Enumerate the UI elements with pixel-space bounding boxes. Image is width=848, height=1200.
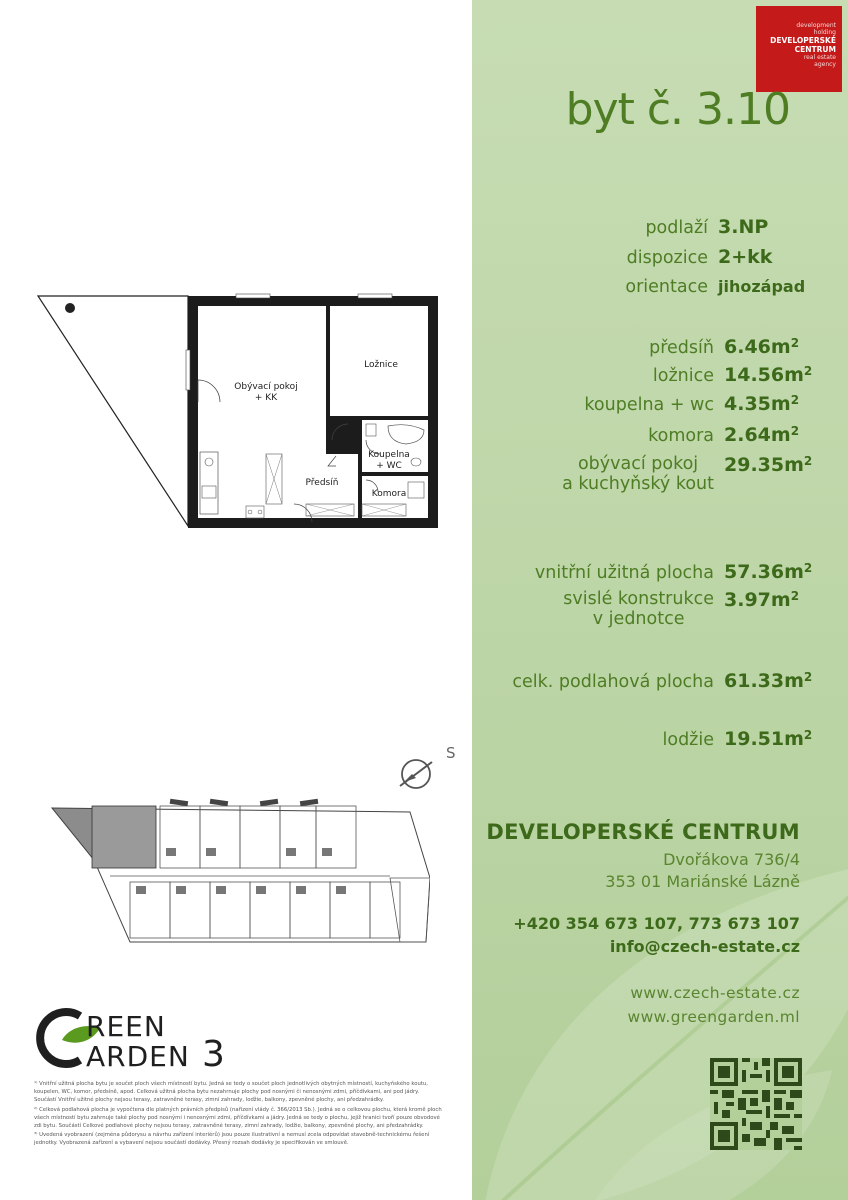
logo-tagline: holding xyxy=(813,29,836,36)
room-label: obývací pokoj a kuchyňský kout xyxy=(562,454,714,494)
footnote: ³⁾ Uvedená vyobrazení (zejména půdorysu a návrhu zařízení interiérů) jsou pouze ilustrativní a nemusí zcela odpovídat stavebně-technickému řešení jednotky. Vyobrazená zařízení a vybavení nejsou součástí dodávky. Přesný rozsah dodávky je specifikován ve smlouvě. xyxy=(34,1132,430,1147)
area-row xyxy=(480,670,813,692)
info-value: 3.NP xyxy=(718,216,769,238)
room-row xyxy=(480,336,800,358)
room-area: $4.35m^2$ xyxy=(724,393,800,415)
footnote: ²⁾ Celková podlahová plocha je vypočtena dle platných právních předpisů (nařízení vlády č. 366/2013 Sb.). Jedná se o celkovou plochu, která kromě ploch všech místností bytu zahrnuje také plochy pod nosnými i nenosnými zdmi, příčdívkami a jádry. Jedná se tedy o plochu, jejíž hranici tvoří pouze obvodové zdi bytu. Součástí Celkové podlahové plochy nejsou terasy, zatravněné terasy, zimní zahrady, lodžie, balkony, zpevněné plochy, ani předzahrádky. xyxy=(34,1106,442,1130)
area-row xyxy=(480,589,800,629)
footnotes xyxy=(34,1080,442,1149)
info-value: jihozápad xyxy=(718,277,806,296)
room-row xyxy=(480,424,800,446)
web-link[interactable]: www.czech-estate.cz xyxy=(630,984,800,1002)
room-area: $29.35m^2$ xyxy=(724,454,813,476)
developer-name: DEVELOPERSKÉ CENTRUM xyxy=(486,820,800,844)
info-row xyxy=(480,216,800,238)
area-row xyxy=(480,728,813,750)
room-label-hall: Předsíň xyxy=(305,478,339,488)
area-label: lodžie xyxy=(662,730,714,750)
developer-city: 353 01 Mariánské Lázně xyxy=(605,872,800,891)
room-label: koupelna + wc xyxy=(584,395,714,415)
apartment-title: byt č. 3.10 xyxy=(565,84,790,135)
room-area: $6.46m^2$ xyxy=(724,336,800,358)
area-value: $57.36m^2$ xyxy=(724,561,813,583)
area-value: $61.33m^2$ xyxy=(724,670,813,692)
area-row xyxy=(480,561,813,583)
room-row xyxy=(480,364,813,386)
web-link[interactable]: www.greengarden.ml xyxy=(627,1008,800,1026)
room-label-storage: Komora xyxy=(371,489,407,499)
room-area: $14.56m^2$ xyxy=(724,364,813,386)
area-label: svislé konstrukce v jednotce xyxy=(563,589,714,629)
info-label: podlaží xyxy=(645,218,708,238)
info-row xyxy=(480,246,800,268)
logo-tagline: real estate xyxy=(803,54,836,61)
room-label-living: Obývací pokoj + KK xyxy=(234,382,298,403)
room-row xyxy=(480,393,800,415)
area-value: $3.97m^2$ xyxy=(724,589,800,611)
info-label: dispozice xyxy=(626,248,708,268)
developer-logo xyxy=(756,6,842,92)
room-row xyxy=(480,454,813,494)
logo-tagline: development xyxy=(796,22,836,29)
brand-word-green: REEN xyxy=(86,1010,166,1043)
footnote: ¹⁾ Vnitřní užitná plocha bytu je součet ploch všech místností bytu. Jedná se tedy o součet ploch jednotlivých obytných místností, kuchyňského koutu, koupelen, WC, komor, předsíně, apod. Celková užitná plocha bytu nezahrnuje plochy pod nosnými či nenosnými zdmi, příčdívkami, ani pod jádry. Součástí Vnitřní užitné plochy nejsou terasy, zatravněné terasy, zimní zahrady, lodžie, balkony, zpevněné plochy, ani předzahrádky. xyxy=(34,1081,428,1104)
logo-tagline: agency xyxy=(814,61,836,68)
developer-street: Dvořákova 736/4 xyxy=(663,850,800,869)
room-label-bedroom: Ložnice xyxy=(364,360,398,370)
info-label: orientace xyxy=(625,277,708,297)
brand-number: 3 xyxy=(202,1034,226,1075)
compass-label: S xyxy=(446,744,456,762)
logo-name: CENTRUM xyxy=(794,45,836,54)
room-label-bathroom: Koupelna + WC xyxy=(368,450,410,471)
area-label: vnitřní užitná plocha xyxy=(534,563,714,583)
room-label: předsíň xyxy=(649,338,714,358)
brand-word-garden: ARDEN xyxy=(86,1040,190,1073)
room-label: komora xyxy=(648,426,714,446)
logo-name: DEVELOPERSKÉ xyxy=(770,36,836,45)
room-label: ložnice xyxy=(652,366,714,386)
area-label: celk. podlahová plocha xyxy=(512,672,714,692)
qr-code-icon[interactable] xyxy=(710,1058,802,1150)
info-row xyxy=(480,277,806,297)
building-overview xyxy=(50,798,430,946)
info-value: 2+kk xyxy=(718,246,773,268)
phone-link[interactable]: +420 354 673 107, 773 673 107 xyxy=(513,914,800,933)
email-link[interactable]: info@czech-estate.cz xyxy=(609,937,800,956)
area-value: $19.51m^2$ xyxy=(724,728,813,750)
room-area: $2.64m^2$ xyxy=(724,424,800,446)
